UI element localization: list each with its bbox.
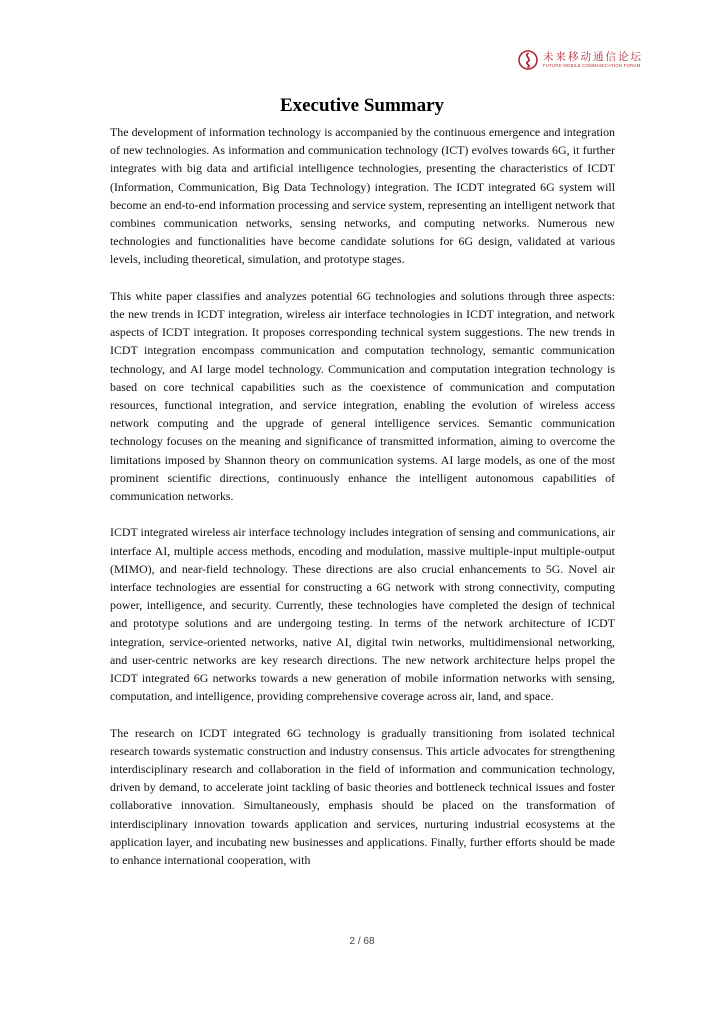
body-paragraph: The research on ICDT integrated 6G technology is gradually transitioning from isolated technical research towards systematic construction and industry consensus. This article advocates for strengthening interdisciplinary research and collaboration in the field of information and communication technology, driven by demand, to accelerate joint tackling of basic theories and bottleneck technical issues and foster collaborative innovation. Simultaneously, emphasis should be placed on the transformation of interdisciplinary innovation towards application and services, nurturing industrial ecosystems at the application layer, and incubating new businesses and applications. Finally, further efforts should be made to enhance international cooperation, with (110, 725, 615, 868)
page-number: 2 / 68 (349, 936, 375, 947)
forum-logo (518, 47, 643, 73)
body-paragraph: ICDT integrated wireless air interface technology includes integration of sensing and communications, air interface AI, multiple access methods, encoding and modulation, massive multiple-input multiple-output (MIMO), and near-field technology. These directions are also crucial enhancements to 5G. Novel air interface technologies are essential for constructing a 6G network with strong connectivity, computing power, intelligence, and security. Currently, these technologies have completed the design of technical and prototype solutions and are undergoing testing. In terms of the network architecture of ICDT integration, service-oriented networks, native AI, digital twin networks, multidimensional networking, and user-centric networks are key research directions. The new network architecture helps propel the ICDT integrated 6G networks towards a new generation of mobile information networks with sensing, computation, and intelligence, providing comprehensive coverage across air, land, and space. (110, 525, 615, 704)
page-title: Executive Summary (279, 95, 445, 116)
logo-text (543, 52, 643, 69)
logo-english-name: FUTURE MOBILE COMMUNICATION FORUM (543, 63, 641, 69)
body-paragraph: This white paper classifies and analyzes potential 6G technologies and solutions through three aspects: the new trends in ICDT integration, wireless air interface technologies in ICDT integration, and network aspects of ICDT integration. It proposes corresponding technical system suggestions. The new trends in ICDT integration encompass communication and computation technology, semantic communication technology, and AI large model technology. Communication and computation integration technology is based on core technical capabilities such as the coexistence of communication and computation resources, functional integration, and service integration, enabling the evolution of wireless access network computing and the upgrade of general intelligence services. Semantic communication technology focuses on the meaning and significance of transmitted information, aiming to overcome the limitations imposed by Shannon theory on communication systems. AI large models, as one of the most prominent scientific directions, continuously enhance the intelligent autonomous capabilities of communication networks. (110, 288, 615, 504)
body-paragraph: The development of information technology is accompanied by the continuous emergence and integration of new technologies. As information and communication technology (ICT) evolves towards 6G, it further integrates with big data and artificial intelligence technologies, presenting the characteristics of ICDT (Information, Communication, Big Data Technology) integration. The ICDT integrated 6G system will become an end-to-end information processing and service system, representing an intelligent network that combines communication networks, sensing networks, and computing networks. Numerous new technologies and functionalities have become candidate solutions for 6G design, validated at various levels, including theoretical, simulation, and prototype stages. (110, 125, 615, 267)
logo-chinese-name: 未来移动通信论坛 (543, 50, 643, 63)
forum-logo-icon (518, 50, 538, 70)
document-body (110, 123, 615, 869)
